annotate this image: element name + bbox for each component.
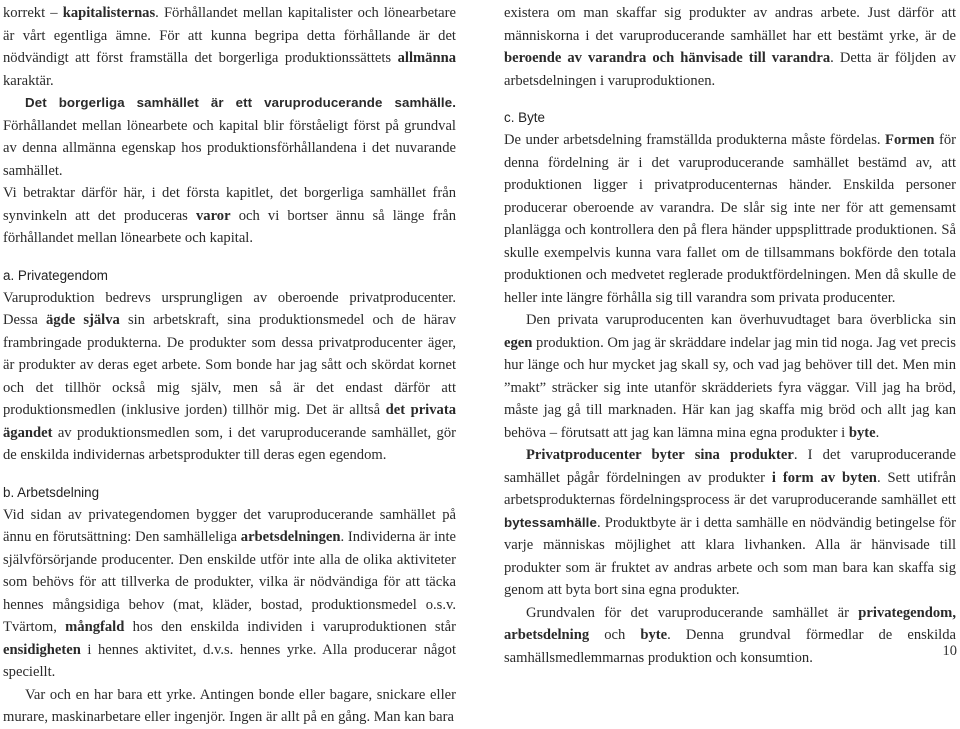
heading-privategendom: a. Privategendom (3, 267, 108, 283)
right-paragraph-2: De under arbetsdelning framställda produkterna måste fördelas. Formen för denna fördelning är i det varuproducerande samhället bestämd av, att produktionen ligger i privatproducenternas händer. Enskilda personer producerar oberoende av varandra. De slår sig inte ner för att gemensamt planlägga och kontrollera den på flera händer uppsplittrade produktionen. Så skulle exempelvis kunna vara fallet om de tillsammans bokförde den totala produktionen och medvetet reglerade produktfördelningen. Men då skulle de heller inte längre förhålla sig till varandra som privata producenter. (504, 132, 956, 306)
heading-byte: c. Byte (504, 110, 545, 125)
left-paragraph-3: Vi betraktar därför här, i det första kapitlet, det borgerliga samhället från synvinkeln att det produceras varor och vi bortser ännu så länge från förhållandet mellan lönearbete och kapital. (3, 185, 457, 246)
right-paragraph-1: existera om man skaffar sig produkter av andras arbete. Just därför att människorna i det varuproducerande samhället har ett bestämt yrke, är de beroende av varandra och hänvisade till varandra. Detta är följden av arbetsdelningen i varuproduktionen. (504, 5, 956, 89)
left-paragraph-1: korrekt – kapitalisternas. Förhållandet mellan kapitalister och lönearbetare är vårt egentliga ämne. För att kunna begripa detta förhållande är det nödvändigt att först framställa det borgerliga produktionssättets allmänna karaktär. (3, 5, 456, 89)
left-paragraph-5: Vid sidan av privategendomen bygger det varuproducerande samhället på ännu en förutsättning: Den samhälleliga arbetsdelningen. Individerna är inte självförsörjande producenter. Den enskilde utför inte alla de olika aktiviteter som behövs för att tillverka de produkter, vilka är nödvändiga för att täcka hennes mångsidiga behov (mat, kläder, bostad, produktionsmedel o.s.v. Tvärtom, mångfald hos den enskilda individen i varuproduktionen står ensidigheten i hennes aktivitet, d.v.s. hennes yrke. Alla producerar något speciellt. (3, 506, 456, 680)
right-column (504, 2, 956, 669)
left-paragraph-4: Varuproduktion bedrevs ursprungligen av oberoende privatproducenter. Dessa ägde själva sin arbetskraft, sina produktionsmedel och de härav frambringade produkterna. De produkter som dessa privatproducenter äger, är produkter av deras eget arbete. Som bonde har jag sått och skördat kornet och det tillhör också mig själv, men så är det endast därför att produktionsmedlen (inklusive jorden) tillhör mig. Det är alltså det privata ägandet av produktionsmedlen som, i det varuproducerande samhället, gör de enskilda individernas arbetsprodukter till deras egen egendom. (3, 289, 456, 463)
left-column (3, 2, 456, 729)
right-paragraph-3: Den privata varuproducenten kan överhuvudtaget bara överblicka sin egen produktion. Om jag är skräddare indelar jag min tid noga. Jag vet precis hur länge och hur mycket jag skall sy, och vad jag behöver till det. Men min ”makt” sträcker sig inte utanför skrädderiets fyra väggar. Vill jag ha bröd, måste jag gå till marknaden. Här kan jag skaffa mig bröd och allt jag kan behöva – förutsatt att jag kan lämna mina egna produkter i byte. (504, 312, 956, 441)
heading-arbetsdelning: b. Arbetsdelning (3, 484, 100, 500)
left-paragraph-6: Var och en har bara ett yrke. Antingen bonde eller bagare, snickare eller murare, maskinarbetare eller ingenjör. Ingen är allt på en gång. Man kan bara (3, 686, 456, 725)
left-paragraph-2: Det borgerliga samhället är ett varuproducerande samhälle. Förhållandet mellan lönearbete och kapital blir förståeligt först på grundval av denna allmänna egenskap hos produktionsförhållandena i det nuvarande samhället. (3, 95, 456, 179)
right-paragraph-5: Grundvalen för det varuproducerande samhället är privategendom, arbetsdelning och byte. Denna grundval förmedlar de enskilda samhällsmedlemmarnas produktion och konsumtion. (504, 604, 956, 666)
page-number: 10 (942, 643, 957, 659)
right-paragraph-4: Privatproducenter byter sina produkter. I det varuproducerande samhället pågår fördelningen av produkter i form av byten. Sett utifrån arbetsprodukternas fördelningsprocess är det varuproducerande samhället ett bytessamhälle. Produktbyte är i detta samhälle en nödvändig betingelse för varje människas möjlighet att klara livhanken. Alla är hänvisade till produkter som är fruktet av andras arbete och som man bara kan skaffa sig genom att byta bort sina egna produkter. (504, 447, 957, 598)
